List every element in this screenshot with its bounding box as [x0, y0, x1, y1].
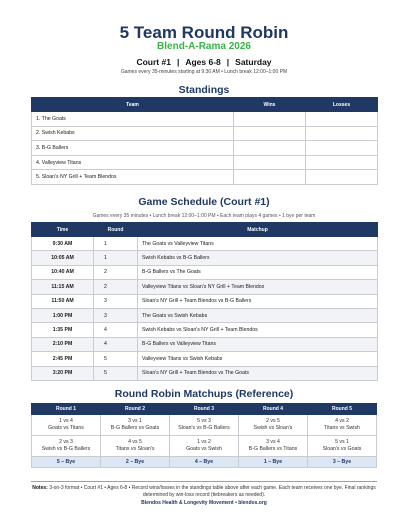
court-label: Court #1 [136, 57, 171, 67]
matchup-cell [32, 436, 101, 457]
matchup-code: 3 vs 1 [128, 418, 142, 424]
losses-cell[interactable] [306, 155, 378, 170]
schedule-row [32, 294, 378, 308]
matchup-teams: Swish vs B-G Ballers [41, 446, 91, 452]
schedule-row [32, 308, 378, 322]
separator: | [226, 57, 230, 67]
event-name: Blend-A-Rama 2026 [157, 41, 251, 52]
matchup-code: 3 vs 4 [266, 439, 280, 445]
team-name: 1. The Goats [32, 112, 234, 127]
matchup-row [32, 415, 377, 436]
matchup-cell [239, 415, 308, 436]
matchup-code: 2 vs 3 [59, 439, 73, 445]
standings-table [31, 97, 378, 185]
round-header: Round 2 [101, 404, 170, 415]
matchup-code: 5 vs 3 [197, 418, 211, 424]
separator: | [176, 57, 180, 67]
game-matchup: B-G Ballers vs Valleyview Titans [138, 337, 378, 351]
bye-cell: 4 – Bye [170, 457, 239, 468]
game-round: 2 [94, 280, 138, 294]
losses-cell[interactable] [306, 112, 378, 127]
game-round: 4 [94, 323, 138, 337]
matchup-code: 1 vs 4 [59, 418, 73, 424]
schedule-row [32, 323, 378, 337]
game-matchup: Swish Kebabs vs B-G Ballers [138, 251, 378, 265]
game-time: 3:20 PM [32, 366, 94, 380]
team-name: 4. Valleyview Titans [32, 155, 234, 170]
schedule-row [32, 352, 378, 366]
round-header: Round 4 [239, 404, 308, 415]
notes-text: 3-on-3 format • Court #1 • Ages 6-8 • Record wins/losses in the standings table above after each game. Each team receives one bye. Final rankings determined by win-loss record (tiebreakers as needed). [49, 485, 376, 498]
matchup-cell [101, 415, 170, 436]
matchup-cell [170, 415, 239, 436]
schedule-heading: Game Schedule (Court #1) [138, 196, 270, 208]
game-matchup: Sloan's NY Grill + Team Blendos vs B-G Ballers [138, 294, 378, 308]
game-time: 11:15 AM [32, 280, 94, 294]
bye-cell: 3 – Bye [308, 457, 377, 468]
round-header: Round 5 [308, 404, 377, 415]
matchups-heading: Round Robin Matchups (Reference) [114, 388, 294, 400]
game-matchup: Sloan's NY Grill + Team Blendos vs The Goats [138, 366, 378, 380]
schedule-note: Games every 35 minutes • Lunch break 12:00–1:00 PM • Each team plays 4 games • 1 bye per team [92, 213, 316, 219]
matchup-teams: Sloan's vs Goats [322, 446, 362, 452]
matchup-teams: Sloan's vs B-G Ballers [178, 425, 230, 431]
wins-cell[interactable] [234, 112, 306, 127]
schedule-row [32, 337, 378, 351]
losses-cell[interactable] [306, 126, 378, 141]
matchup-row [32, 436, 377, 457]
standings-row [32, 170, 378, 185]
notes [31, 481, 377, 499]
game-round: 5 [94, 366, 138, 380]
matchups-header-row [32, 404, 377, 415]
matchup-cell [101, 436, 170, 457]
schedule-header-row [32, 223, 378, 237]
column-header: Wins [234, 98, 306, 112]
page-title: 5 Team Round Robin [119, 23, 289, 42]
game-matchup: Valleyview Titans vs Sloan's NY Grill + Team Blendos [138, 280, 378, 294]
round-header: Round 1 [32, 404, 101, 415]
game-round: 3 [94, 294, 138, 308]
bye-cell: 2 – Bye [101, 457, 170, 468]
game-round: 1 [94, 237, 138, 251]
standings-row [32, 112, 378, 127]
event-info [0, 57, 408, 67]
matchup-teams: Goats vs Swish [186, 446, 222, 452]
schedule-table [31, 222, 378, 381]
matchup-teams: Swish vs Sloan's [253, 425, 293, 431]
matchup-code: 2 vs 5 [266, 418, 280, 424]
matchup-cell [32, 415, 101, 436]
game-matchup: B-G Ballers vs The Goats [138, 265, 378, 279]
wins-cell[interactable] [234, 141, 306, 156]
day-label: Saturday [235, 57, 272, 67]
game-time: 11:50 AM [32, 294, 94, 308]
wins-cell[interactable] [234, 155, 306, 170]
losses-cell[interactable] [306, 141, 378, 156]
team-name: 3. B-G Ballers [32, 141, 234, 156]
game-round: 4 [94, 337, 138, 351]
game-time: 2:10 PM [32, 337, 94, 351]
column-header: Time [32, 223, 94, 237]
team-name: 5. Sloan's NY Grill + Team Blendos [32, 170, 234, 185]
schedule-row [32, 280, 378, 294]
team-name: 2. Swish Kebabs [32, 126, 234, 141]
game-time: 10:40 AM [32, 265, 94, 279]
wins-cell[interactable] [234, 170, 306, 185]
matchups-table [31, 403, 377, 468]
game-round: 5 [94, 352, 138, 366]
standings-row [32, 141, 378, 156]
schedule-row [32, 366, 378, 380]
game-round: 3 [94, 308, 138, 322]
game-time: 2:45 PM [32, 352, 94, 366]
notes-label: Notes: [32, 485, 48, 491]
column-header: Matchup [138, 223, 378, 237]
losses-cell[interactable] [306, 170, 378, 185]
game-matchup: Swish Kebabs vs Sloan's NY Grill + Team Blendos [138, 323, 378, 337]
game-time: 1:00 PM [32, 308, 94, 322]
schedule-row [32, 237, 378, 251]
game-time: 9:30 AM [32, 237, 94, 251]
bye-row [32, 457, 377, 468]
game-time: 10:05 AM [32, 251, 94, 265]
standings-row [32, 126, 378, 141]
schedule-row [32, 265, 378, 279]
matchup-teams: B-G Ballers vs Goats [110, 425, 160, 431]
round-header: Round 3 [170, 404, 239, 415]
game-matchup: The Goats vs Swish Kebabs [138, 308, 378, 322]
column-header: Losses [306, 98, 378, 112]
matchup-code: 4 vs 5 [128, 439, 142, 445]
matchup-teams: Goats vs Titans [48, 425, 84, 431]
footer: Blendos Health & Longevity Movement • blendos.org [141, 500, 267, 506]
standings-heading: Standings [178, 84, 230, 96]
matchup-cell [308, 415, 377, 436]
column-header: Round [94, 223, 138, 237]
bye-cell: 1 – Bye [239, 457, 308, 468]
standings-row [32, 155, 378, 170]
matchup-cell [170, 436, 239, 457]
timing-note: Games every 35-minutes starting at 9:30 AM • Lunch break 12:00–1:00 PM [120, 69, 288, 75]
game-matchup: The Goats vs Valleyview Titans [138, 237, 378, 251]
standings-header-row [32, 98, 378, 112]
game-matchup: Valleyview Titans vs Swish Kebabs [138, 352, 378, 366]
bye-cell: 5 – Bye [32, 457, 101, 468]
wins-cell[interactable] [234, 126, 306, 141]
matchup-teams: Titans vs Swish [324, 425, 360, 431]
matchup-teams: Titans vs Sloan's [115, 446, 155, 452]
game-time: 1:35 PM [32, 323, 94, 337]
matchup-cell [239, 436, 308, 457]
matchup-code: 4 vs 2 [335, 418, 349, 424]
game-round: 2 [94, 265, 138, 279]
matchup-teams: B-G Ballers vs Titans [248, 446, 298, 452]
ages-label: Ages 6-8 [185, 57, 221, 67]
game-round: 1 [94, 251, 138, 265]
column-header: Team [32, 98, 234, 112]
schedule-row [32, 251, 378, 265]
matchup-code: 1 vs 2 [197, 439, 211, 445]
matchup-code: 5 vs 1 [335, 439, 349, 445]
matchup-cell [308, 436, 377, 457]
